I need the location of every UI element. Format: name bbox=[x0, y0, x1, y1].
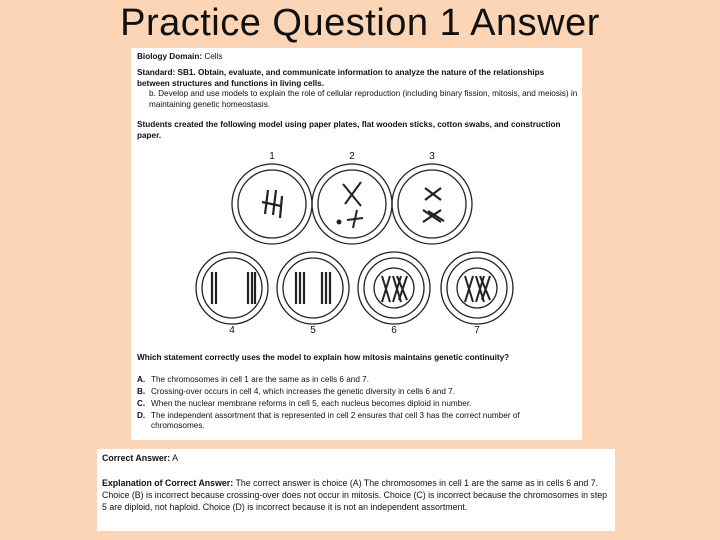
cell-number-4: 4 bbox=[229, 325, 235, 336]
cell-6 bbox=[358, 252, 430, 324]
question-prompt: Which statement correctly uses the model to explain how mitosis maintains genetic continuity? bbox=[137, 353, 510, 362]
choice-letter: B. bbox=[137, 387, 146, 396]
cell-3 bbox=[392, 164, 472, 244]
correct-answer-label: Correct Answer: bbox=[102, 453, 171, 463]
choice-text: The chromosomes in cell 1 are the same as in cells 6 and 7. bbox=[151, 375, 369, 384]
domain-line bbox=[137, 52, 577, 63]
choice-c bbox=[137, 399, 577, 409]
explanation-label: Explanation of Correct Answer: bbox=[102, 478, 234, 488]
choice-text: When the nuclear membrane reforms in cell 5, each nucleus becomes diploid in number. bbox=[151, 399, 472, 408]
choice-letter: D. bbox=[137, 411, 146, 420]
choice-b bbox=[137, 387, 577, 397]
cell-number-5: 5 bbox=[310, 325, 316, 336]
explanation-block bbox=[102, 477, 610, 513]
choice-text: The independent assortment that is represented in cell 2 ensures that cell 3 has the correct number of chromosomes. bbox=[151, 411, 520, 430]
standard-sub: b. Develop and use models to explain the role of cellular reproduction (including binary fission, mitosis, and meiosis) in maintaining genetic homeostasis. bbox=[149, 89, 578, 109]
cell-7 bbox=[441, 252, 513, 324]
domain-value: Cells bbox=[204, 52, 223, 61]
choice-a bbox=[137, 375, 577, 385]
choice-letter: C. bbox=[137, 399, 146, 408]
cell-number-1: 1 bbox=[269, 151, 275, 162]
answer-panel bbox=[97, 449, 615, 531]
correct-answer-value: A bbox=[172, 453, 178, 463]
choice-letter: A. bbox=[137, 375, 146, 384]
cell-number-7: 7 bbox=[474, 325, 480, 336]
standard-label: Standard: SB1. bbox=[137, 68, 196, 77]
domain-label: Biology Domain: bbox=[137, 52, 203, 61]
standard-block bbox=[137, 68, 577, 89]
cell-number-3: 3 bbox=[429, 151, 435, 162]
cell-model-diagram bbox=[131, 158, 582, 328]
cell-1 bbox=[232, 164, 312, 244]
question-panel bbox=[131, 48, 582, 440]
standard-text: Obtain, evaluate, and communicate information to analyze the nature of the relationships between structures and functions in living cells. bbox=[137, 68, 545, 88]
explanation-text: The correct answer is choice (A) The chromosomes in cell 1 are the same as in cells 6 and 7. Choice (B) is incorrect because crossing-over does not occur in mitosis. Choice (C) is incorrect because the chromosomes in step 5 are diploid, not haploid. Choice (D) is incorrect because it is not an independent assortment. bbox=[102, 478, 608, 512]
choice-d bbox=[137, 411, 577, 431]
cell-number-6: 6 bbox=[391, 325, 397, 336]
cell-5 bbox=[277, 252, 349, 324]
choice-text: Crossing-over occurs in cell 4, which increases the genetic diversity in cells 6 and 7. bbox=[151, 387, 455, 396]
correct-answer-line bbox=[102, 452, 610, 464]
cell-number-2: 2 bbox=[349, 151, 355, 162]
cell-4 bbox=[196, 252, 268, 324]
slide-title: Practice Question 1 Answer bbox=[120, 2, 600, 44]
students-text: Students created the following model using paper plates, flat wooden sticks, cotton swabs, and construction paper. bbox=[137, 120, 561, 140]
cell-2 bbox=[312, 164, 392, 244]
